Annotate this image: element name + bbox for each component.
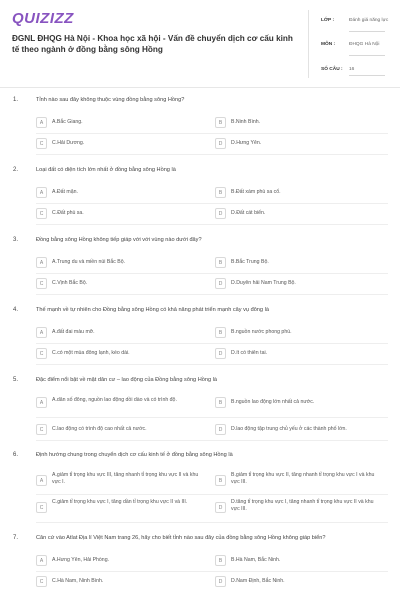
option-letter: D <box>215 138 226 149</box>
option-letter: C <box>36 424 47 435</box>
option-text: B.nguồn nước phong phú. <box>231 329 292 335</box>
option-text: D.Duyên hải Nam Trung Bộ. <box>231 280 296 286</box>
option-letter: C <box>36 278 47 289</box>
option-letter: A <box>36 397 47 408</box>
option-letter: C <box>36 208 47 219</box>
meta-subject-value: ĐHQG Hà Nội <box>349 42 380 47</box>
option-text: B.Bắc Trung Bộ. <box>231 259 269 265</box>
option-text: A.dân số đông, nguồn lao động dồi dào và có trình độ. <box>52 397 177 403</box>
meta-grade-value: Đánh giá năng lực <box>349 18 389 23</box>
option-text: A.Đất mặn. <box>52 189 78 195</box>
question-number: 2. <box>13 167 19 173</box>
option-letter: A <box>36 555 47 566</box>
meta-count-value: 16 <box>349 67 355 72</box>
option-text: B.giảm tỉ trọng khu vực II, tăng nhanh tỉ trọng khu vực I và khu vực III. <box>231 472 375 485</box>
worksheet-meta <box>308 10 389 78</box>
option-text: A.đất đai màu mỡ. <box>52 329 95 335</box>
question-number: 4. <box>13 307 19 313</box>
worksheet-title: ĐGNL ĐHQG Hà Nội - Khoa học xã hội - Vấn đề chuyển dịch cơ cấu kinh tế theo ngành ở đồng bằng sông Hồng <box>12 34 293 54</box>
option-letter: C <box>36 502 47 513</box>
option-text: D.Nam Định, Bắc Ninh. <box>231 578 285 584</box>
option-text: A.Bắc Giang. <box>52 119 83 125</box>
option-letter: B <box>215 475 226 486</box>
question-number: 3. <box>13 237 19 243</box>
option-letter: A <box>36 187 47 198</box>
option-letter: D <box>215 208 226 219</box>
option-letter: B <box>215 257 226 268</box>
header-divider <box>0 87 400 88</box>
option-letter: B <box>215 555 226 566</box>
question-text: Tỉnh nào sau đây không thuộc vùng đồng bằng sông Hồng? <box>36 97 185 103</box>
option-letter: D <box>215 278 226 289</box>
option-text: A.giảm tỉ trọng khu vực III, tăng nhanh tỉ trọng khu vực II và khu vực I. <box>52 472 199 485</box>
option-text: D.ít có thiên tai. <box>231 350 268 356</box>
option-text: C.Đất phù sa. <box>52 210 84 216</box>
option-letter: A <box>36 117 47 128</box>
meta-count-key: SỐ CÂU : <box>321 67 343 72</box>
option-text: D.lao động tập trung chủ yếu ở các thành phố lớn. <box>231 426 347 432</box>
option-letter: C <box>36 576 47 587</box>
option-text: B.Ninh Bình. <box>231 119 261 125</box>
option-letter: C <box>36 138 47 149</box>
question-number: 5. <box>13 377 19 383</box>
option-text: C.Hà Nam, Ninh Bình. <box>52 578 104 584</box>
option-text: C.Hải Dương. <box>52 140 85 146</box>
option-text: D.Đất cát biển. <box>231 210 266 216</box>
question-number: 1. <box>13 97 19 103</box>
meta-subject-key: MÔN : <box>321 42 336 47</box>
option-text: C.giảm tỉ trọng khu vực I, tăng dần tỉ trọng khu vực II và III. <box>52 499 188 505</box>
option-letter: B <box>215 397 226 408</box>
option-letter: A <box>36 257 47 268</box>
option-letter: B <box>215 117 226 128</box>
option-text: C.lao động có trình độ cao nhất cả nước. <box>52 426 147 432</box>
question-text: Định hướng chung trong chuyển dịch cơ cấu kinh tế ở đồng bằng sông Hồng là <box>36 452 233 458</box>
question-text: Loại đất có diện tích lớn nhất ở đồng bằng sông Hồng là <box>36 167 176 173</box>
option-text: B.nguồn lao động lớn nhất cả nước. <box>231 399 315 405</box>
option-text: A.Hưng Yên, Hải Phòng. <box>52 557 110 563</box>
option-text: D.Hưng Yên. <box>231 140 262 146</box>
option-text: A.Trung du và miền núi Bắc Bộ. <box>52 259 126 265</box>
question-number: 7. <box>13 535 19 541</box>
question-text: Căn cứ vào Atlat Địa lí Việt Nam trang 26, hãy cho biết tỉnh nào sau đây của đồng bằng sông Hồng không giáp biển? <box>36 535 326 541</box>
option-letter: A <box>36 475 47 486</box>
option-text: D.tăng tỉ trọng khu vực I, tăng nhanh tỉ trọng khu vực II và khu vực III. <box>231 499 374 512</box>
quizizz-logo: QUIZIZZ <box>12 10 74 27</box>
question-text: Đồng bằng sông Hồng không tiếp giáp với với vùng nào dưới đây? <box>36 237 202 243</box>
option-letter: D <box>215 348 226 359</box>
option-text: B.Đất xám phù sa cổ. <box>231 189 281 195</box>
question-text: Thế mạnh về tự nhiên cho Đồng bằng sông Hồng có khả năng phát triển mạnh cây vụ đông là <box>36 307 269 313</box>
option-letter: C <box>36 348 47 359</box>
option-letter: D <box>215 424 226 435</box>
question-number: 6. <box>13 452 19 458</box>
meta-grade-key: LỚP : <box>321 18 335 23</box>
option-letter: D <box>215 502 226 513</box>
option-letter: B <box>215 187 226 198</box>
option-letter: A <box>36 327 47 338</box>
option-text: C.Vịnh Bắc Bộ. <box>52 280 88 286</box>
option-letter: D <box>215 576 226 587</box>
option-text: C.có một mùa đông lạnh, kéo dài. <box>52 350 130 356</box>
option-letter: B <box>215 327 226 338</box>
option-text: B.Hà Nam, Bắc Ninh. <box>231 557 281 563</box>
question-text: Đặc điểm nổi bật về mặt dân cư – lao động của Đồng bằng sông Hồng là <box>36 377 217 383</box>
